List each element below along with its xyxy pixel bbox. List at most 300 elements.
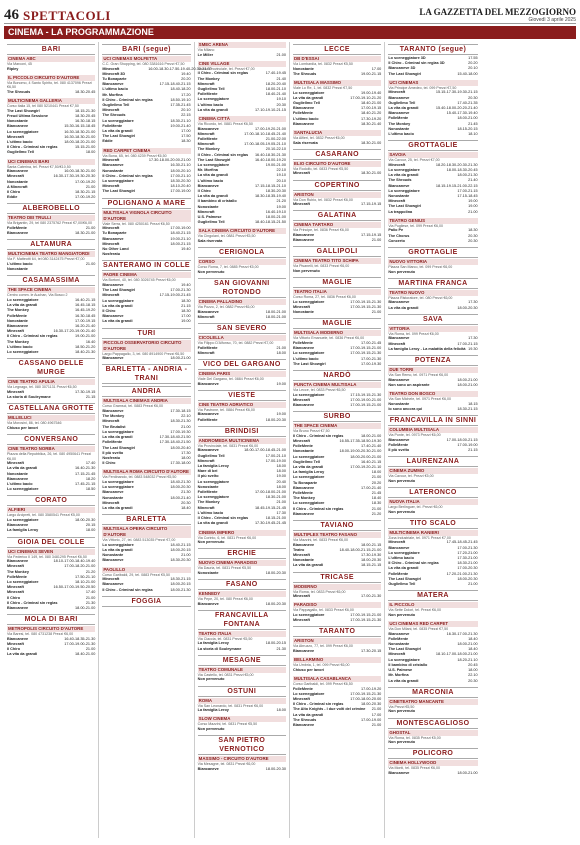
- film-title: Il Chiro: [7, 595, 21, 600]
- film-showtimes: 17.00-19.00-21.30: [64, 642, 96, 647]
- film-showtimes: 16.30-17.20-19.00-21.40: [53, 329, 96, 334]
- film-row: [388, 479, 477, 484]
- film-row: [7, 90, 95, 95]
- film-showtimes: 18.00-21.00: [265, 314, 286, 319]
- film-title: The Monkey: [102, 414, 125, 419]
- city-heading: CASTELLANA GROTTE: [8, 405, 94, 413]
- film-title: The Alto Knights - I due volti del crimine: [292, 707, 366, 712]
- film-showtimes: 21.15: [181, 303, 191, 308]
- cinema-address: Piazza Ristoratore, tel. 080 Prezzi €6,00: [388, 295, 453, 300]
- film-showtimes: 17.15-19.15-21.30: [350, 392, 382, 397]
- film-title: Biancaneve: [388, 183, 410, 188]
- film-showtimes: 18.30: [468, 228, 478, 233]
- film-title: Lo sceneggiatore: [102, 298, 134, 303]
- cinema-block: [388, 530, 477, 587]
- film-title: Biancaneve: [7, 559, 29, 564]
- cinema-name: MODERNO: [293, 584, 381, 590]
- film-title: Il Chiro - Criminal sin reglas: [197, 516, 249, 521]
- film-title: Lo sceneggiatore: [388, 657, 420, 662]
- cinema-block: [198, 591, 286, 607]
- cinema-name: KENNEDY: [198, 591, 286, 597]
- city-heading: FOGGIA: [102, 596, 190, 607]
- film-title: La vita da grandi: [388, 305, 419, 310]
- cinema-address: Centro comm. le Auchan, Via Bosco 2: [7, 293, 68, 298]
- film-title: Minecraft: [102, 241, 120, 246]
- film-row: [388, 448, 477, 453]
- film-title: Biancaneve: [7, 324, 29, 329]
- film-showtimes: 17.00-21.40: [361, 485, 382, 490]
- film-title: La vita da grandi: [197, 194, 228, 199]
- film-title: Biancaneve: [102, 314, 124, 319]
- film-title: La vita da grandi: [102, 505, 133, 510]
- film-showtimes: 17.00-18.00-21.00: [254, 490, 286, 495]
- film-title: Minecraft: [7, 590, 24, 595]
- film-title: Lo sceneggiatore: [7, 518, 39, 523]
- film-showtimes: 20.10-22.10: [265, 147, 286, 152]
- cinema-address: Via San Michele, tel. 0971 Prezzi €6,00: [388, 397, 451, 402]
- film-title: Biancaneve: [102, 236, 124, 241]
- film-showtimes: 17.00-21.15: [457, 341, 478, 346]
- city-heading: TAVIANO: [293, 520, 381, 531]
- film-row: [198, 53, 286, 58]
- film-title: Biancaneve: [292, 542, 315, 547]
- page-number: 46: [4, 7, 19, 23]
- film-row: [293, 238, 381, 243]
- cinema-name: UCI CINEMAS SEVEN: [7, 549, 95, 555]
- film-showtimes: 19.10: [276, 173, 286, 178]
- city-heading: ANDRIA: [102, 386, 190, 397]
- film-title: Biancaneve: [102, 82, 124, 87]
- cinema-name: CINEMA ABC: [7, 56, 95, 62]
- film-showtimes: 17.40: [85, 461, 96, 466]
- cinema-block: [388, 427, 477, 453]
- film-title: Lo sceneggiatore: [292, 613, 325, 618]
- film-row: [293, 310, 381, 315]
- film-title: L'ultimo bacio: [7, 140, 33, 144]
- film-title: Biancaneve: [7, 124, 29, 129]
- cinema-name: ANDROMEDA MULTICINEMA: [198, 438, 286, 444]
- film-showtimes: 17.15-19.15: [361, 202, 382, 207]
- film-showtimes: 19.00-21.00: [265, 163, 286, 168]
- film-title: Minecraft: [197, 458, 215, 463]
- film-showtimes: 17.30-18.40-21.50: [159, 440, 191, 445]
- city-heading: NARDÒ: [293, 370, 381, 381]
- cinema-name: THE SPACE CINEMA: [7, 287, 95, 293]
- cinema-block: [7, 549, 95, 612]
- cinema-block: [293, 56, 381, 77]
- cinema-block: [388, 290, 477, 311]
- film-showtimes: 18.00-19.00-20.30-21.00: [339, 449, 382, 454]
- film-title: Il Chiro - Criminal sin reglas: [7, 600, 58, 605]
- film-showtimes: 19.00-21.00: [75, 334, 96, 339]
- film-showtimes: 17.30-19.45-21.45: [254, 521, 286, 526]
- film-title: Lo sceneggiatore: [197, 495, 230, 500]
- cinema-name: TEATRO NUOVO: [388, 290, 477, 296]
- film-row: [7, 150, 95, 155]
- film-title: L'ultimo bacio: [7, 262, 33, 267]
- film-title: Minecraft: [197, 142, 215, 147]
- film-showtimes: 17.30-18.00-20.00-21.00: [148, 158, 191, 163]
- cinema-name: IL PICCOLO: [388, 602, 477, 608]
- film-showtimes: 18.30: [181, 309, 191, 314]
- film-title: Non pervenuto: [197, 677, 225, 682]
- cinema-name: ARISTON: [293, 638, 381, 644]
- film-title: L'ultimo bacio: [197, 178, 224, 183]
- city-heading: SURBO: [293, 411, 381, 422]
- film-showtimes: 16.30-17.30-19.30-20.30: [53, 174, 96, 179]
- film-title: Biancaneve: [102, 558, 124, 563]
- cinema-address: Via Ferdinando, tel. 0883 548032 Prezzi €5,50: [102, 475, 177, 480]
- newspaper-name: LA GAZZETTA DEL MEZZOGIORNO: [419, 7, 576, 17]
- cinema-address: Via Rodolfo, tel. 0833 Prezzi €5,50: [292, 166, 349, 171]
- cinema-block: [7, 75, 95, 95]
- film-title: La vita da grandi: [102, 547, 133, 552]
- film-showtimes: 17.15-18.40-21.15: [159, 82, 191, 87]
- film-showtimes: 18.30-21.00: [457, 561, 478, 566]
- film-showtimes: 17.00-19.10-21.20: [350, 95, 382, 100]
- cinema-address: Via Baresi, tel. 080 4731238 Prezzi €6,00: [7, 632, 74, 637]
- cinema-address: Via Mesagne, tel. 0831 Prezzi €6,00: [197, 762, 256, 767]
- film-showtimes: 18.00-20.30: [170, 485, 191, 490]
- film-title: Gugliellmo Tell: [102, 103, 130, 108]
- film-showtimes: 17.15-18.15-21.10: [254, 183, 286, 188]
- film-showtimes: 17.00: [371, 66, 382, 71]
- cinema-block: [102, 148, 190, 195]
- film-showtimes: 18.30-20.45: [75, 113, 96, 118]
- film-title: Minecraft: [292, 697, 310, 702]
- film-title: The Chorus: [388, 233, 410, 238]
- film-title: Minecraft: [292, 202, 310, 207]
- newspaper-page: [4, 3, 576, 839]
- film-showtimes: 21.20: [276, 199, 286, 204]
- film-showtimes: 19.40: [181, 247, 191, 252]
- film-showtimes: 17.40-19.45: [265, 71, 286, 76]
- film-row: [388, 613, 477, 618]
- film-showtimes: 18.40-21.30: [170, 479, 191, 484]
- film-showtimes: 17.30-19.20: [361, 116, 382, 121]
- film-showtimes: 19.00-21.40: [170, 123, 191, 128]
- film-row: [293, 594, 381, 599]
- cinema-name: MULTIPLEX TEATRO FASANO: [293, 532, 381, 538]
- film-showtimes: 17.00-21.10: [265, 453, 286, 458]
- cinema-address: Via Morosini, 86, tel. 080 4967546: [7, 421, 62, 426]
- film-showtimes: 18.10-17.00-18.40-19.40: [53, 559, 96, 564]
- film-title: La vita da grandi: [197, 173, 228, 178]
- film-title: The Last Showgirl: [388, 71, 422, 76]
- cinema-address: Via Dauria, tel. 0831 Prezzi €5,50: [197, 566, 252, 571]
- film-title: Non pervenuto: [388, 612, 416, 617]
- film-title: Non pervenuto: [388, 740, 416, 745]
- city-heading: MARCONIA: [388, 687, 477, 698]
- film-row: [388, 582, 477, 587]
- film-title: L'ultimo bacio: [7, 344, 33, 349]
- film-row: [7, 267, 95, 272]
- film-showtimes: 17.00-21.30: [170, 288, 191, 293]
- film-showtimes: 18.30: [181, 298, 191, 303]
- cinema-address: Via Roma, tel. 0833 Prezzi €6,00: [292, 589, 346, 594]
- film-title: Minecraft: [197, 81, 215, 86]
- city-heading: CERIGNOLA: [198, 247, 286, 258]
- cinema-name: TEATRO COMUNALE: [198, 667, 286, 673]
- cinema-address: Via Ciaccia, tel. 0831 Prezzi €5,50: [197, 636, 253, 641]
- film-title: Nonostante: [292, 310, 314, 315]
- film-showtimes: 17.20-21.00: [457, 550, 478, 555]
- cinema-address: Via Brigantin, 29, tel 080 2375762 Prezzi €7,00/€6,00: [7, 221, 93, 226]
- cinema-name: PARADISO: [293, 602, 381, 608]
- film-showtimes: 21.00: [85, 226, 96, 231]
- film-title: Biancaneve 3D: [388, 66, 416, 71]
- film-showtimes: 17.45-21.15: [75, 482, 96, 487]
- film-showtimes: 18.40-21.00: [361, 101, 382, 105]
- film-showtimes: 18.15-21.30: [75, 108, 96, 113]
- city-heading: SAVA: [388, 314, 477, 325]
- city-heading: CASSANO DELLE MURGE: [7, 358, 95, 378]
- film-title: The Last Showgirl: [102, 134, 136, 139]
- film-title: Sala riservata: [292, 140, 318, 145]
- film-showtimes: 21.00: [276, 52, 286, 57]
- film-showtimes: 17.20: [181, 92, 191, 97]
- film-title: FolleMente: [292, 111, 313, 116]
- film-row: [198, 708, 286, 713]
- film-showtimes: 17.15-18.45: [457, 194, 478, 199]
- film-showtimes: 20.30: [468, 233, 478, 238]
- film-title: Minecraft: [292, 618, 310, 623]
- film-row: [293, 122, 381, 127]
- film-title: La famiglia Leroy: [7, 528, 39, 533]
- film-title: Minecraft 3D: [102, 71, 126, 76]
- film-showtimes: 16.40-18.35-21.30: [64, 636, 96, 641]
- city-heading: POTENZA: [388, 355, 477, 366]
- film-title: FolleMente: [7, 226, 27, 231]
- film-row: [198, 677, 286, 682]
- film-showtimes: 18.00-21.00: [170, 356, 191, 361]
- film-showtimes: 18.00: [276, 469, 286, 474]
- film-title: La vita da grandi: [388, 106, 419, 111]
- film-title: The Monkey: [197, 76, 220, 81]
- city-heading: GIOIA DEL COLLE: [7, 537, 95, 548]
- film-title: La famiglia Leroy: [197, 641, 229, 646]
- film-showtimes: 15.30-16.15-18.45: [64, 124, 96, 129]
- film-title: Nonostante: [388, 401, 410, 406]
- film-showtimes: 17.00-19.20: [361, 686, 382, 691]
- film-showtimes: 16.50-17.00-19.50-20.50: [53, 585, 96, 590]
- city-heading: ERCHIE: [198, 548, 286, 559]
- listing-column: [4, 42, 99, 838]
- film-showtimes: 18.20-21.10: [457, 657, 478, 662]
- film-showtimes: 17.00-19.20-21.00: [254, 126, 286, 131]
- film-row: [198, 647, 286, 652]
- film-showtimes: 17.15-19.00-21.45: [159, 293, 191, 298]
- cinema-block: [293, 602, 381, 623]
- cinema-name: NUOVA ITALIA: [388, 499, 477, 505]
- film-showtimes: 18.30-21.40: [361, 121, 382, 126]
- film-title: The Brutalist: [102, 424, 126, 429]
- film-showtimes: 16.40-21.30: [75, 466, 96, 471]
- film-showtimes: 18.40-18.20: [170, 87, 191, 92]
- film-showtimes: 18.30-21.00: [75, 231, 96, 236]
- film-showtimes: 18.00: [276, 464, 286, 469]
- cinema-address: Via Lecce, tel. 0833 Prezzi €6,50: [292, 388, 346, 393]
- film-row: [198, 767, 286, 772]
- film-title: Il Chiro - Criminal sin reglas: [102, 173, 153, 178]
- section-title: SPETTACOLI: [23, 8, 111, 23]
- film-showtimes: 20.20: [468, 61, 478, 66]
- film-showtimes: 17.15-21.45: [75, 471, 96, 476]
- film-title: Biancaneve: [292, 723, 315, 728]
- film-showtimes: 21.45: [371, 491, 382, 496]
- film-title: FolleMente: [197, 490, 218, 495]
- cinema-block: [388, 152, 477, 215]
- film-row: [102, 461, 190, 466]
- cinema-address: Via Don Rubio, tel. 0832 Prezzi €6,00: [292, 197, 353, 202]
- film-row: [388, 72, 477, 77]
- film-title: Lo sceneggiatore: [292, 691, 325, 696]
- film-title: Biancaneve: [7, 636, 29, 641]
- cinema-block: [293, 161, 381, 177]
- cinema-block: [7, 446, 95, 492]
- film-title: Biancaneve: [197, 126, 219, 131]
- film-title: Gugliellmo Tell: [292, 101, 320, 105]
- cinema-address: Via Don Milani, tel. 0835 Prezzi €7,50: [388, 627, 449, 632]
- film-showtimes: 18.15-20.15: [457, 126, 478, 131]
- city-heading: MONTESCAGLIOSO: [388, 718, 477, 729]
- film-title: Biancaneve: [102, 409, 124, 414]
- film-showtimes: 21.30: [85, 600, 96, 605]
- film-title: Biancaneve: [292, 346, 315, 351]
- cinema-address: Viale Del Gargano, tel. 0884 Prezzi €6,00: [197, 377, 264, 382]
- film-title: Lo sceneggiatore: [197, 97, 230, 102]
- film-title: Il Chiro - Criminal sin reglas: [197, 71, 249, 76]
- film-title: Freud Ultima Sessione: [7, 113, 48, 118]
- film-title: Minecraft: [292, 439, 310, 444]
- film-title: FolleMente: [197, 417, 218, 422]
- film-title: Il Chiro: [197, 189, 211, 194]
- film-title: Minecraft: [7, 461, 24, 466]
- film-row: [7, 195, 95, 200]
- film-showtimes: 19.00: [276, 474, 286, 479]
- film-title: Palio Pe: [388, 228, 404, 233]
- cinema-name: CINE TEATRO APULIA: [7, 379, 95, 385]
- film-title: Nonostante: [197, 570, 219, 575]
- film-showtimes: 17.50: [181, 134, 191, 139]
- film-title: Il Chiro - Criminal sin reglas: [292, 506, 344, 511]
- film-showtimes: 20.15: [85, 523, 96, 528]
- cinema-address: Santa Caterina, tel. Prezzi €7,50/€10,50: [7, 164, 71, 169]
- film-showtimes: 17.30-19.30: [361, 553, 382, 558]
- film-showtimes: 20.30: [181, 500, 191, 505]
- film-row: [102, 319, 190, 324]
- film-showtimes: 21.15: [85, 395, 96, 400]
- cinema-block: [7, 98, 95, 155]
- cinema-name: SLOW CINEMA: [198, 716, 286, 722]
- city-heading: TARANTO: [293, 626, 381, 637]
- film-showtimes: 15.40-17.30-19.40: [446, 111, 478, 116]
- film-title: Minecraft: [102, 158, 120, 163]
- film-showtimes: 18.10-17.00-18.00-21.00: [435, 652, 478, 657]
- film-showtimes: 17.55: [468, 56, 478, 60]
- city-heading: COPERTINO: [293, 180, 381, 191]
- cinema-name: RED CARPET CINEMA: [102, 148, 190, 154]
- film-row: [7, 426, 95, 431]
- film-showtimes: 15.40-18.00: [457, 71, 478, 76]
- cinema-address: Corso Garibaldi, tel. 099 Prezzi €6,50: [292, 682, 353, 687]
- film-showtimes: 19.00: [276, 381, 286, 386]
- film-title: Minecraft: [292, 171, 310, 176]
- cinema-block: [198, 438, 286, 527]
- film-showtimes: 17.00-19.15-21.00: [350, 346, 382, 351]
- cinema-name: SALA CINEMA CIRCUITO D'AUTORE: [198, 228, 286, 234]
- film-row: [198, 571, 286, 576]
- city-heading: BARLETTA - ANDRIA - TRANI: [102, 364, 190, 384]
- cinema-address: Via Roma, tel. 0835 Prezzi €5,00: [388, 735, 441, 740]
- film-showtimes: 20.10: [181, 108, 191, 113]
- cinema-name: CINEMA PALLADINO: [198, 299, 286, 305]
- film-title: Minecraft: [388, 90, 406, 95]
- cinema-block: [7, 287, 95, 355]
- film-title: Minecraft: [388, 162, 406, 167]
- film-title: Minecraft: [197, 505, 215, 510]
- cinema-address: Via Monti, tel. 0835 Prezzi €6,00: [388, 766, 440, 771]
- film-showtimes: 21.00: [371, 723, 382, 728]
- listing-column: [385, 42, 480, 838]
- film-showtimes: 17.00-19.00: [265, 458, 286, 463]
- film-showtimes: 18.40: [371, 496, 382, 501]
- cinema-name: ELIO CIRCUITO D'AUTORE: [293, 161, 381, 167]
- cinema-address: Piazza della Repubblica, 26, tel. 080 4950641 Prezzi €6,00: [7, 452, 92, 461]
- cinema-address: Via Abruzzo, 77, tel. 099 Prezzi €6,00: [292, 644, 353, 649]
- film-title: Concerto: [388, 238, 405, 243]
- cinema-block: [293, 289, 381, 315]
- film-row: [198, 727, 286, 732]
- film-title: Nonostante: [388, 126, 410, 131]
- film-row: [198, 382, 286, 387]
- film-showtimes: 18.00-20.30: [361, 558, 382, 563]
- film-showtimes: 21.00: [371, 475, 382, 480]
- film-showtimes: 16.30-18.30-21.00: [64, 134, 96, 139]
- film-showtimes: 17.40: [85, 590, 96, 595]
- film-showtimes: 17.00-19.15-21.00: [350, 403, 382, 408]
- listing-column: [290, 42, 385, 838]
- film-showtimes: 18.00: [371, 470, 382, 475]
- cinema-name: TEATRO GENIUS: [388, 218, 477, 224]
- film-showtimes: 18.00-21.00: [457, 770, 478, 775]
- film-title: L'ultimo bacio: [292, 356, 319, 361]
- film-title: Lo sceneggiatore: [7, 298, 39, 303]
- cinema-block: [293, 258, 381, 274]
- film-title: Nonostante: [292, 558, 314, 563]
- cinema-name: TEATRO ITALIA: [293, 289, 381, 295]
- listings-banner: CINEMA - LA PROGRAMMAZIONE: [4, 26, 576, 39]
- film-showtimes: 19.00-19.40: [361, 90, 382, 95]
- cinema-block: [293, 382, 381, 408]
- city-heading: BARI: [7, 44, 95, 55]
- film-title: Minecraft: [388, 341, 406, 346]
- cinema-address: Via Cingolani, tel. 0881 Prezzi €5,50: [197, 234, 256, 239]
- film-showtimes: 16.30-18.15: [75, 119, 96, 124]
- film-showtimes: 17.00-21.30: [361, 594, 382, 599]
- cinema-name: DB D'ESSAI: [293, 56, 381, 62]
- cinema-block: [102, 469, 190, 511]
- film-showtimes: 21.00: [85, 595, 96, 600]
- cinema-name: CINEMA PARIS: [198, 371, 286, 377]
- cinema-block: [102, 567, 190, 593]
- film-title: Minecraft: [388, 540, 406, 545]
- film-title: The Monkey: [292, 496, 315, 501]
- film-showtimes: 17.00-19.15-21.30: [350, 299, 382, 304]
- cinema-name: NUOVO VITTORIA: [388, 259, 477, 265]
- film-row: [198, 521, 286, 526]
- cinema-address: Via Lombardia, tel. 0832 Prezzi €5,50: [292, 62, 353, 66]
